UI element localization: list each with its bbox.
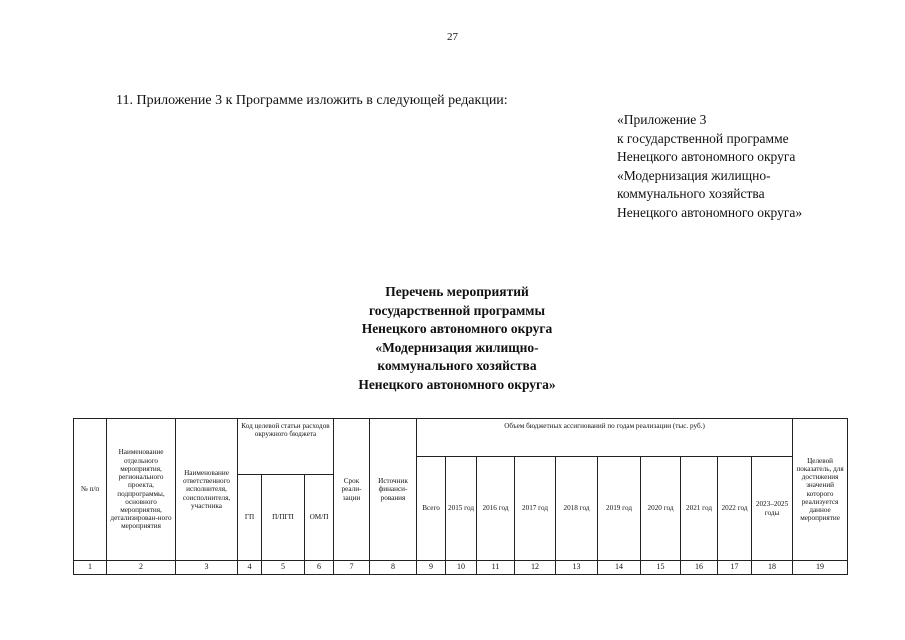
column-number-cell: 19 <box>793 561 848 575</box>
title-line: коммунального хозяйства <box>377 358 537 373</box>
col-executor-header: Наименование ответственного исполнителя, соисполнителя, участника <box>176 419 238 561</box>
col-number-header: № п/п <box>74 419 107 561</box>
appendix-line: Ненецкого автономного округа <box>617 149 796 165</box>
appendix-line: к государственной программе <box>617 130 789 146</box>
appendix-line: «Модернизация жилищно- <box>617 167 771 183</box>
page-number: 27 <box>447 31 458 43</box>
column-number-cell: 15 <box>641 561 681 575</box>
col-ommp-header: ОМ/П <box>305 475 334 561</box>
instruction-text: 11. Приложение 3 к Программе изложить в следующей редакции: <box>116 93 508 108</box>
column-number-cell: 1 <box>74 561 107 575</box>
column-number-cell: 3 <box>176 561 238 575</box>
column-number-cell: 9 <box>417 561 446 575</box>
column-number-cell: 14 <box>598 561 641 575</box>
col-source-header: Источник финанси-рования <box>370 419 417 561</box>
column-number-cell: 5 <box>262 561 305 575</box>
column-number-cell: 2 <box>107 561 176 575</box>
col-year-header: 2018 год <box>556 457 598 561</box>
col-year-header: 2015 год <box>446 457 477 561</box>
col-year-header: 2022 год <box>718 457 752 561</box>
column-number-cell: 17 <box>718 561 752 575</box>
col-year-header: 2017 год <box>515 457 556 561</box>
column-numbers-row <box>74 561 848 575</box>
column-number-cell: 16 <box>681 561 718 575</box>
column-number-cell: 12 <box>515 561 556 575</box>
column-number-cell: 18 <box>752 561 793 575</box>
appendix-line: коммунального хозяйства <box>617 186 765 202</box>
col-indicator-header: Целевой показатель, для достижения значений которого реализуется данное мероприятие <box>793 419 848 561</box>
document-title <box>0 283 905 394</box>
column-number-cell: 11 <box>477 561 515 575</box>
title-line: государственной программы <box>368 302 546 318</box>
title-line: «Модернизация жилищно- <box>375 339 539 355</box>
col-gp-header: ГП <box>238 475 262 561</box>
column-number-cell: 10 <box>446 561 477 575</box>
column-number-cell: 13 <box>556 561 598 575</box>
title-line: Ненецкого автономного округа <box>361 321 553 336</box>
col-volume-group-header: Объем бюджетных ассигнований по годам реализации (тыс. руб.) <box>417 419 793 457</box>
appendix-header <box>617 111 802 223</box>
measures-table <box>73 418 848 575</box>
column-number-cell: 7 <box>334 561 370 575</box>
column-number-cell: 6 <box>305 561 334 575</box>
title-line: Перечень мероприятий <box>385 284 529 299</box>
col-year-header: 2021 год <box>681 457 718 561</box>
col-year-header: 2016 год <box>477 457 515 561</box>
title-line: Ненецкого автономного округа» <box>358 376 556 392</box>
column-number-cell: 8 <box>370 561 417 575</box>
col-name-header: Наименование отдельного мероприятия, регионального проекта, подпрограммы, основного мероприятия, детализирован-ного мероприятия <box>107 419 176 561</box>
col-term-header: Срок реали-зации <box>334 419 370 561</box>
col-year-header: 2023–2025 годы <box>752 457 793 561</box>
col-year-header: 2020 год <box>641 457 681 561</box>
appendix-line: «Приложение 3 <box>617 112 707 127</box>
col-total-header: Всего <box>417 457 446 561</box>
appendix-line: Ненецкого автономного округа» <box>617 204 803 220</box>
col-code-group-header: Код целевой статьи расходов окружного бюджета <box>238 419 334 475</box>
col-pgp-header: П/ПГП <box>262 475 305 561</box>
col-year-header: 2019 год <box>598 457 641 561</box>
column-number-cell: 4 <box>238 561 262 575</box>
